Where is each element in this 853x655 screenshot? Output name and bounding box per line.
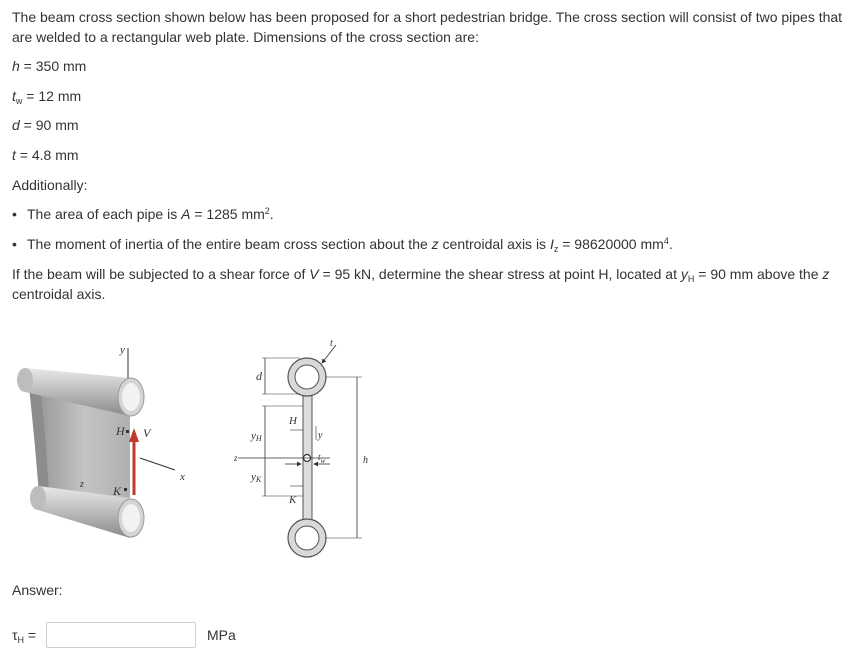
bullet-inertia-end: .	[668, 236, 673, 252]
label-h-point: H	[289, 415, 297, 427]
bullet-inertia-z: z	[431, 236, 439, 252]
dim-tw-value: 12 mm	[38, 88, 82, 104]
bullet-inertia-value: = 98620000 mm	[558, 236, 664, 252]
dim-tw-sub: w	[15, 96, 23, 106]
dim-h	[12, 56, 86, 76]
label-v: V	[143, 426, 151, 440]
answer-label: Answer:	[12, 582, 63, 598]
dim-h-symbol: h	[12, 58, 20, 74]
question-ysub: H	[687, 274, 695, 284]
bullet-area-sup: 2	[264, 206, 270, 216]
dim-d	[12, 115, 79, 135]
unit-label: MPa	[207, 627, 236, 643]
dim-h-value: 350 mm	[35, 58, 87, 74]
bullet-area-pre: The area of each pipe is	[27, 206, 182, 222]
bullet-inertia-symbol: I	[549, 236, 554, 252]
bullet-inertia-sub: z	[553, 244, 559, 254]
answer-input[interactable]	[46, 622, 196, 648]
label-h: H	[116, 424, 125, 438]
bullet-area-mid: = 1285 mm	[190, 206, 265, 222]
question-text	[12, 264, 846, 304]
bullet-dot: •	[12, 236, 17, 252]
tau-sub: H	[17, 635, 25, 645]
label-t: t	[330, 338, 333, 349]
bullet-inertia-mid: centroidal axis is	[438, 236, 550, 252]
bullet-area-symbol: A	[181, 206, 191, 222]
dim-h-eq: =	[19, 58, 36, 74]
dim-t-value: 4.8 mm	[31, 147, 79, 163]
label-y-section: y	[318, 430, 323, 441]
additionally-label: Additionally:	[12, 177, 88, 193]
dim-tw-eq: =	[22, 88, 39, 104]
question-v: V	[309, 266, 319, 282]
point-h	[126, 430, 129, 433]
question-y: y	[680, 266, 688, 282]
dim-t-symbol: t	[12, 147, 16, 163]
bullet-inertia-sup: 4	[663, 236, 669, 246]
question-p3: = 90 mm above the	[694, 266, 823, 282]
question-p4: centroidal axis.	[12, 286, 106, 302]
dim-t	[12, 145, 79, 165]
beam-figure	[0, 330, 420, 575]
label-z: z	[80, 479, 84, 490]
dim-tw	[12, 86, 81, 106]
point-k	[124, 488, 127, 491]
dim-tw-symbol: t	[12, 88, 16, 104]
question-z: z	[822, 266, 830, 282]
label-k: K	[113, 484, 122, 498]
bullet-inertia-pre: The moment of inertia of the entire beam cross section about the	[27, 236, 432, 252]
problem-intro: The beam cross section shown below has been proposed for a short pedestrian bridge. The cross section will consist of two pipes that are welded to a rectangular web plate. Dimensions of the cross section are:	[12, 9, 843, 45]
beam-3d-illustration	[17, 344, 185, 538]
bullet-inertia	[12, 234, 673, 254]
label-k-point: K	[289, 494, 297, 506]
x-axis-line	[140, 458, 175, 470]
tau-symbol: τ	[12, 627, 18, 643]
dim-d-symbol: d	[12, 117, 20, 133]
bullet-area	[12, 204, 274, 224]
label-y: y	[120, 344, 125, 356]
label-z-section: z	[234, 453, 238, 463]
label-d: d	[256, 369, 262, 383]
dim-t-eq: =	[15, 147, 32, 163]
t-arrow	[322, 345, 336, 363]
bullet-dot: •	[12, 206, 17, 222]
bullet-area-end: .	[269, 206, 274, 222]
dim-d-value: 90 mm	[35, 117, 79, 133]
cross-section-diagram	[233, 338, 368, 557]
tau-label	[12, 625, 36, 645]
label-yk: yK	[251, 471, 262, 484]
question-p2: = 95 kN, determine the shear stress at point H, located at	[318, 266, 681, 282]
label-yh: yH	[251, 430, 262, 443]
label-tw: $t_w$	[318, 452, 326, 465]
dim-d-eq: =	[19, 117, 36, 133]
label-x: x	[180, 471, 185, 483]
question-p1: If the beam will be subjected to a shear force of	[12, 266, 310, 282]
tau-eq: =	[24, 627, 37, 643]
label-h-dim: h	[363, 455, 368, 466]
